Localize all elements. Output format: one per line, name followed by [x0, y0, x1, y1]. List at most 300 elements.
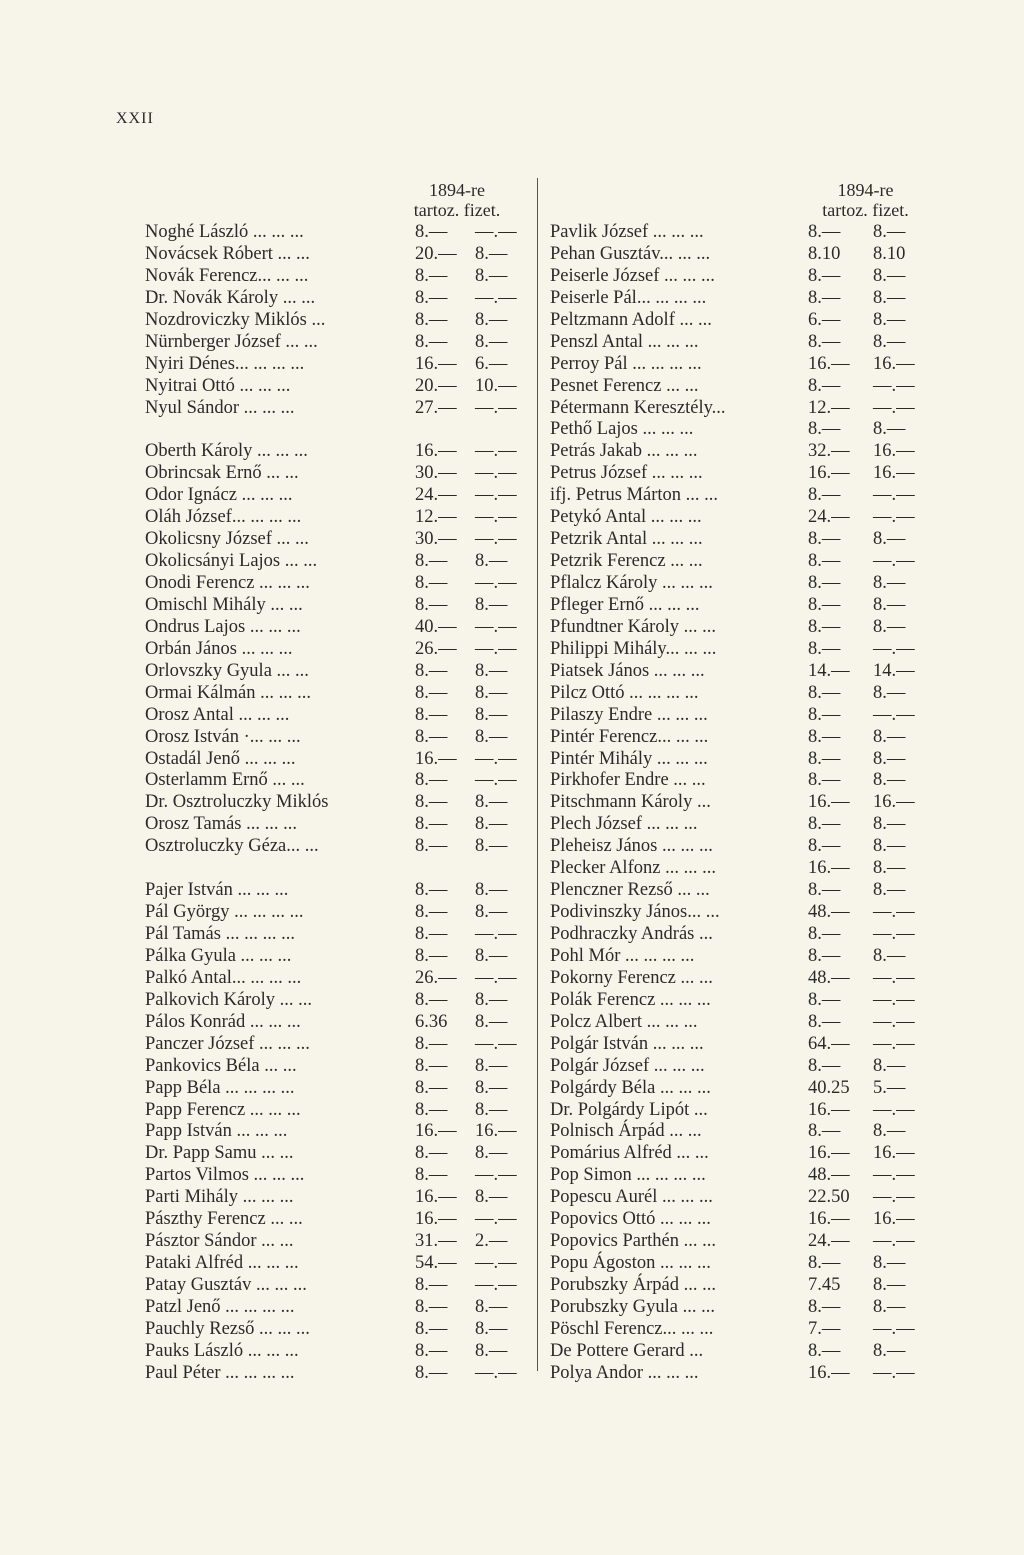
amount-fizet: 8.—: [873, 1055, 906, 1076]
amount-fizet: 8.—: [475, 1011, 508, 1032]
member-name: Pitschmann Károly ...: [550, 792, 711, 813]
amount-tartoz: 14.—: [808, 660, 850, 681]
member-name: Palkovich Károly ... ...: [145, 989, 312, 1010]
member-name: Okolicsny József ... ...: [145, 529, 309, 550]
amount-fizet: 14.—: [873, 660, 915, 681]
member-name: Perroy Pál ... ... ... ...: [550, 353, 702, 374]
member-name: Pfleger Ernő ... ... ...: [550, 594, 700, 615]
amount-fizet: —.—: [475, 616, 517, 637]
member-name: Porubszky Gyula ... ...: [550, 1296, 715, 1317]
amount-fizet: 8.—: [475, 1340, 508, 1361]
amount-tartoz: 16.—: [415, 1121, 457, 1142]
amount-tartoz: 31.—: [415, 1231, 457, 1252]
amount-tartoz: 16.—: [808, 1362, 850, 1383]
amount-fizet: 16.—: [873, 353, 915, 374]
member-name: Pethő Lajos ... ... ...: [550, 419, 694, 440]
amount-tartoz: 8.—: [415, 594, 448, 615]
amount-tartoz: 12.—: [415, 507, 457, 528]
amount-tartoz: 16.—: [808, 353, 850, 374]
member-name: Ostadál Jenő ... ... ...: [145, 748, 296, 769]
amount-tartoz: 8.—: [415, 792, 448, 813]
member-name: Pilaszy Endre ... ... ...: [550, 704, 708, 725]
amount-tartoz: 24.—: [808, 1231, 850, 1252]
amount-tartoz: 16.—: [808, 792, 850, 813]
amount-tartoz: 8.10: [808, 243, 841, 264]
amount-fizet: 8.—: [873, 945, 906, 966]
amount-fizet: 8.—: [475, 814, 508, 835]
member-name: Okolicsányi Lajos ... ...: [145, 551, 318, 572]
amount-fizet: 8.—: [475, 1318, 508, 1339]
member-name: Pesnet Ferencz ... ...: [550, 375, 699, 396]
member-name: Pirkhofer Endre ... ...: [550, 770, 706, 791]
member-name: Obrincsak Ernő ... ...: [145, 463, 299, 484]
member-name: Popu Ágoston ... ... ...: [550, 1253, 711, 1274]
amount-fizet: 8.—: [475, 265, 508, 286]
amount-fizet: —.—: [873, 924, 915, 944]
amount-tartoz: 40.25: [808, 1077, 850, 1098]
member-name: ifj. Petrus Márton ... ...: [550, 485, 719, 506]
amount-fizet: 8.—: [873, 858, 906, 879]
amount-fizet: 6.—: [475, 353, 508, 374]
member-name: Popovics Ottó ... ... ...: [550, 1209, 711, 1230]
member-name: Pankovics Béla ... ...: [145, 1055, 297, 1076]
amount-tartoz: 48.—: [808, 1165, 850, 1186]
member-name: Omischl Mihály ... ...: [145, 594, 303, 615]
amount-tartoz: 8.—: [415, 682, 448, 703]
amount-tartoz: 8.—: [415, 1165, 448, 1186]
amount-fizet: —.—: [475, 770, 517, 791]
amount-fizet: —.—: [475, 573, 517, 593]
left-column-header: [407, 180, 507, 222]
member-name: Oláh József... ... ... ...: [145, 507, 302, 528]
member-name: Polgár József ... ... ...: [550, 1055, 705, 1076]
member-name: Noghé László ... ... ...: [145, 222, 304, 242]
amount-tartoz: 8.—: [808, 924, 841, 944]
amount-fizet: —.—: [873, 704, 915, 725]
member-name: Pilcz Ottó ... ... ... ...: [550, 682, 699, 703]
member-name: Osztroluczky Géza... ...: [145, 836, 319, 857]
member-name: Petykó Antal ... ... ...: [550, 507, 702, 528]
amount-fizet: —.—: [873, 551, 915, 572]
amount-fizet: 8.—: [475, 880, 508, 901]
member-name: Petrus József ... ... ...: [550, 463, 703, 484]
amount-fizet: 8.—: [873, 616, 906, 637]
amount-tartoz: 8.—: [415, 1055, 448, 1076]
member-name: Penszl Antal ... ... ...: [550, 331, 699, 352]
amount-fizet: 16.—: [873, 1143, 915, 1164]
amount-tartoz: 8.—: [808, 616, 841, 637]
member-name: Plecker Alfonz ... ... ...: [550, 858, 716, 879]
member-name: Papp István ... ... ...: [145, 1121, 288, 1142]
amount-tartoz: 8.—: [415, 551, 448, 572]
member-name: Philippi Mihály... ... ...: [550, 638, 717, 659]
member-name: Dr. Osztroluczky Miklós: [145, 792, 329, 813]
amount-fizet: 8.—: [475, 1187, 508, 1208]
amount-tartoz: 8.—: [808, 594, 841, 615]
amount-fizet: 8.—: [475, 1143, 508, 1164]
amount-tartoz: 8.—: [808, 573, 841, 593]
amount-fizet: 8.—: [873, 1340, 906, 1361]
member-name: Pálka Gyula ... ... ...: [145, 945, 292, 966]
amount-fizet: 8.—: [873, 1121, 906, 1142]
amount-fizet: 8.—: [475, 594, 508, 615]
member-name: Pauks László ... ... ...: [145, 1340, 299, 1361]
amount-tartoz: 6.36: [415, 1011, 448, 1032]
member-name: Pfundtner Károly ... ...: [550, 616, 716, 637]
amount-fizet: 8.—: [873, 682, 906, 703]
amount-tartoz: 8.—: [808, 704, 841, 725]
amount-tartoz: 8.—: [808, 989, 841, 1010]
amount-tartoz: 30.—: [415, 529, 457, 550]
member-name: Podhraczky András ...: [550, 924, 713, 944]
member-name: Polya Andor ... ... ...: [550, 1362, 699, 1383]
member-name: Ormai Kálmán ... ... ...: [145, 682, 311, 703]
amount-tartoz: 8.—: [415, 1340, 448, 1361]
member-name: Pehan Gusztáv... ... ...: [550, 243, 711, 264]
member-name: Petzrik Ferencz ... ...: [550, 551, 703, 572]
member-name: Pataki Alfréd ... ... ...: [145, 1253, 299, 1274]
amount-fizet: —.—: [475, 485, 517, 506]
member-name: Nürnberger József ... ...: [145, 331, 318, 352]
amount-tartoz: 8.—: [415, 1296, 448, 1317]
amount-fizet: —.—: [475, 222, 517, 242]
member-name: Pokorny Ferencz ... ...: [550, 967, 713, 988]
member-name: Nozdroviczky Miklós ...: [145, 309, 326, 330]
amount-fizet: 2.—: [475, 1231, 508, 1252]
member-name: Pop Simon ... ... ... ...: [550, 1165, 706, 1186]
member-name: Petrás Jakab ... ... ...: [550, 441, 698, 462]
member-name: Orosz István ·... ... ...: [145, 726, 301, 747]
left-header-year: 1894-re: [429, 180, 485, 200]
amount-tartoz: 8.—: [415, 287, 448, 308]
amount-tartoz: 7.—: [808, 1318, 841, 1339]
amount-fizet: 8.—: [873, 331, 906, 352]
amount-tartoz: 24.—: [808, 507, 850, 528]
amount-fizet: 16.—: [873, 1209, 915, 1230]
amount-tartoz: 8.—: [415, 770, 448, 791]
amount-fizet: —.—: [475, 638, 517, 659]
amount-tartoz: 8.—: [808, 1253, 841, 1274]
amount-fizet: 8.—: [475, 945, 508, 966]
left-header-cols: tartoz. fizet.: [413, 200, 501, 220]
amount-fizet: 5.—: [873, 1077, 906, 1098]
amount-fizet: —.—: [475, 507, 517, 528]
amount-tartoz: 8.—: [808, 814, 841, 835]
amount-fizet: 8.—: [475, 1296, 508, 1317]
amount-fizet: 16.—: [873, 441, 915, 462]
amount-tartoz: 16.—: [808, 463, 850, 484]
amount-fizet: —.—: [873, 902, 915, 923]
amount-fizet: —.—: [873, 1033, 915, 1054]
amount-tartoz: 8.—: [415, 924, 448, 944]
amount-fizet: 8.—: [475, 1055, 508, 1076]
amount-fizet: 10.—: [475, 375, 517, 396]
amount-tartoz: 22.50: [808, 1187, 850, 1208]
amount-tartoz: 7.45: [808, 1275, 841, 1295]
amount-tartoz: 8.—: [808, 1055, 841, 1076]
amount-fizet: —.—: [475, 441, 517, 462]
amount-tartoz: 8.—: [808, 945, 841, 966]
amount-tartoz: 16.—: [808, 1209, 850, 1230]
amount-tartoz: 16.—: [415, 748, 457, 769]
amount-tartoz: 8.—: [808, 265, 841, 286]
amount-fizet: 8.—: [475, 660, 508, 681]
amount-fizet: —.—: [475, 397, 517, 418]
amount-fizet: —.—: [873, 507, 915, 528]
amount-fizet: —.—: [475, 1253, 517, 1274]
amount-tartoz: 16.—: [808, 1099, 850, 1120]
member-name: Pásztor Sándor ... ...: [145, 1231, 294, 1252]
member-name: Plech József ... ... ...: [550, 814, 698, 835]
amount-tartoz: 8.—: [415, 331, 448, 352]
member-name: Pauchly Rezső ... ... ...: [145, 1318, 310, 1339]
amount-fizet: 16.—: [873, 463, 915, 484]
amount-tartoz: 8.—: [415, 309, 448, 330]
member-name: Pohl Mór ... ... ... ...: [550, 945, 695, 966]
amount-fizet: 8.—: [873, 309, 906, 330]
member-name: Odor Ignácz ... ... ...: [145, 485, 293, 506]
member-name: Novák Ferencz... ... ...: [145, 265, 309, 286]
amount-fizet: 16.—: [873, 792, 915, 813]
amount-tartoz: 20.—: [415, 375, 457, 396]
amount-tartoz: 8.—: [808, 1340, 841, 1361]
member-name: Polgár István ... ... ...: [550, 1033, 704, 1054]
amount-tartoz: 8.—: [415, 945, 448, 966]
amount-fizet: 8.—: [475, 309, 508, 330]
member-name: Oberth Károly ... ... ...: [145, 441, 308, 462]
amount-fizet: 8.—: [873, 529, 906, 550]
member-name: Palkó Antal... ... ... ...: [145, 967, 302, 988]
amount-tartoz: 8.—: [808, 726, 841, 747]
member-name: Papp Ferencz ... ... ...: [145, 1099, 301, 1120]
member-name: Orosz Tamás ... ... ...: [145, 814, 297, 835]
member-name: Pöschl Ferencz... ... ...: [550, 1318, 714, 1339]
amount-fizet: —.—: [475, 967, 517, 988]
amount-fizet: —.—: [873, 638, 915, 659]
member-name: Peltzmann Adolf ... ...: [550, 309, 712, 330]
amount-tartoz: 8.—: [808, 1121, 841, 1142]
member-name: Pflalcz Károly ... ... ...: [550, 573, 713, 593]
page-number: XXII: [116, 110, 154, 127]
member-name: Polcz Albert ... ... ...: [550, 1011, 698, 1032]
column-divider: [537, 178, 538, 1371]
amount-fizet: —.—: [873, 967, 915, 988]
member-name: Pintér Mihály ... ... ...: [550, 748, 708, 769]
amount-fizet: 8.—: [475, 836, 508, 857]
amount-fizet: 8.—: [873, 1296, 906, 1317]
member-name: Polgárdy Béla ... ... ...: [550, 1077, 711, 1098]
amount-tartoz: 8.—: [415, 836, 448, 857]
member-name: Novácsek Róbert ... ...: [145, 243, 310, 264]
amount-tartoz: 8.—: [808, 880, 841, 901]
amount-tartoz: 8.—: [808, 222, 841, 242]
amount-tartoz: 8.—: [415, 1143, 448, 1164]
amount-fizet: 8.—: [873, 594, 906, 615]
amount-fizet: 8.—: [475, 331, 508, 352]
amount-fizet: 8.—: [475, 682, 508, 703]
amount-fizet: 8.—: [873, 287, 906, 308]
amount-fizet: —.—: [873, 1099, 915, 1120]
amount-fizet: —.—: [475, 463, 517, 484]
amount-tartoz: 8.—: [415, 660, 448, 681]
member-name: Dr. Novák Károly ... ...: [145, 287, 316, 308]
amount-tartoz: 8.—: [415, 1318, 448, 1339]
amount-tartoz: 48.—: [808, 967, 850, 988]
amount-tartoz: 8.—: [808, 551, 841, 572]
amount-fizet: —.—: [873, 1362, 915, 1383]
amount-tartoz: 8.—: [415, 1033, 448, 1054]
amount-fizet: 8.—: [475, 792, 508, 813]
member-name: Pavlik József ... ... ...: [550, 222, 704, 242]
amount-tartoz: 20.—: [415, 243, 457, 264]
amount-tartoz: 8.—: [415, 573, 448, 593]
amount-tartoz: 8.—: [415, 704, 448, 725]
amount-tartoz: 8.—: [415, 814, 448, 835]
amount-tartoz: 16.—: [415, 1187, 457, 1208]
amount-fizet: —.—: [475, 529, 517, 550]
member-name: Polnisch Árpád ... ...: [550, 1121, 702, 1142]
amount-tartoz: 8.—: [415, 1077, 448, 1098]
amount-tartoz: 8.—: [808, 1296, 841, 1317]
amount-tartoz: 32.—: [808, 441, 850, 462]
amount-tartoz: 8.—: [808, 485, 841, 506]
member-name: Patzl Jenő ... ... ... ...: [145, 1296, 295, 1317]
amount-tartoz: 8.—: [415, 1362, 448, 1383]
member-name: Papp Béla ... ... ... ...: [145, 1077, 295, 1098]
amount-tartoz: 26.—: [415, 967, 457, 988]
amount-fizet: —.—: [873, 485, 915, 506]
amount-tartoz: 16.—: [808, 1143, 850, 1164]
member-name: Osterlamm Ernő ... ...: [145, 770, 305, 791]
amount-fizet: 16.—: [475, 1121, 517, 1142]
member-name: Partos Vilmos ... ... ...: [145, 1165, 305, 1186]
amount-tartoz: 8.—: [415, 1099, 448, 1120]
amount-tartoz: 27.—: [415, 397, 457, 418]
amount-tartoz: 64.—: [808, 1033, 850, 1054]
member-name: Panczer József ... ... ...: [145, 1033, 310, 1054]
member-name: Petzrik Antal ... ... ...: [550, 529, 703, 550]
member-name: Nyiri Dénes... ... ... ...: [145, 353, 305, 374]
amount-fizet: 8.—: [873, 1253, 906, 1274]
amount-fizet: —.—: [873, 1165, 915, 1186]
amount-fizet: —.—: [475, 1209, 517, 1230]
amount-tartoz: 6.—: [808, 309, 841, 330]
amount-fizet: 8.—: [873, 748, 906, 769]
member-name: Dr. Polgárdy Lipót ...: [550, 1099, 708, 1120]
amount-fizet: —.—: [873, 1011, 915, 1032]
member-name: Orbán János ... ... ...: [145, 638, 293, 659]
amount-fizet: —.—: [475, 1165, 517, 1186]
member-name: Pál György ... ... ... ...: [145, 902, 304, 923]
amount-tartoz: 8.—: [415, 1275, 448, 1295]
member-name: Pintér Ferencz... ... ...: [550, 726, 709, 747]
amount-fizet: —.—: [475, 1033, 517, 1054]
amount-tartoz: 8.—: [415, 726, 448, 747]
right-header-cols: tartoz. fizet.: [822, 200, 909, 220]
amount-fizet: —.—: [475, 287, 517, 308]
amount-fizet: —.—: [873, 397, 915, 418]
amount-tartoz: 8.—: [808, 1011, 841, 1032]
amount-fizet: 8.—: [873, 880, 906, 901]
amount-fizet: —.—: [873, 989, 915, 1010]
member-name: Pajer István ... ... ...: [145, 880, 289, 901]
amount-fizet: 8.—: [475, 989, 508, 1010]
member-name: Pál Tamás ... ... ... ...: [145, 924, 295, 944]
amount-tartoz: 30.—: [415, 463, 457, 484]
member-name: Peiserle József ... ... ...: [550, 265, 715, 286]
amount-tartoz: 8.—: [415, 902, 448, 923]
amount-tartoz: 8.—: [808, 419, 841, 440]
amount-tartoz: 8.—: [808, 836, 841, 857]
amount-tartoz: 8.—: [415, 989, 448, 1010]
amount-tartoz: 8.—: [415, 880, 448, 901]
amount-fizet: 8.—: [873, 573, 906, 593]
member-name: Onodi Ferencz ... ... ...: [145, 573, 310, 593]
amount-fizet: —.—: [475, 748, 517, 769]
member-name: Orosz Antal ... ... ...: [145, 704, 290, 725]
amount-tartoz: 26.—: [415, 638, 457, 659]
member-name: Popovics Parthén ... ...: [550, 1231, 716, 1252]
member-name: Plenczner Rezső ... ...: [550, 880, 710, 901]
amount-fizet: 8.10: [873, 243, 906, 264]
member-name: Popescu Aurél ... ... ...: [550, 1187, 713, 1208]
amount-tartoz: 40.—: [415, 616, 457, 637]
right-header-year: 1894-re: [837, 180, 894, 200]
amount-fizet: —.—: [873, 1231, 915, 1252]
member-name: Parti Mihály ... ... ...: [145, 1187, 294, 1208]
member-name: Pomárius Alfréd ... ...: [550, 1143, 709, 1164]
member-name: Paul Péter ... ... ... ...: [145, 1362, 295, 1383]
amount-tartoz: 24.—: [415, 485, 457, 506]
member-name: Pétermann Keresztély...: [550, 397, 726, 418]
amount-tartoz: 8.—: [808, 770, 841, 791]
amount-fizet: —.—: [873, 1187, 915, 1208]
member-name: Podivinszky János... ...: [550, 902, 720, 923]
amount-fizet: 8.—: [475, 902, 508, 923]
amount-tartoz: 16.—: [415, 353, 457, 374]
member-name: De Pottere Gerard ...: [550, 1340, 704, 1361]
amount-tartoz: 8.—: [808, 748, 841, 769]
amount-tartoz: 8.—: [808, 331, 841, 352]
member-name: Pleheisz János ... ... ...: [550, 836, 713, 857]
member-name: Pászthy Ferencz ... ...: [145, 1209, 303, 1230]
amount-tartoz: 16.—: [415, 1209, 457, 1230]
member-name: Peiserle Pál... ... ... ...: [550, 287, 707, 308]
amount-tartoz: 54.—: [415, 1253, 457, 1274]
amount-tartoz: 12.—: [808, 397, 850, 418]
amount-tartoz: 16.—: [415, 441, 457, 462]
amount-fizet: 8.—: [873, 222, 906, 242]
amount-fizet: 8.—: [475, 1099, 508, 1120]
member-name: Nyul Sándor ... ... ...: [145, 397, 295, 418]
member-name: Dr. Papp Samu ... ...: [145, 1143, 294, 1164]
amount-tartoz: 8.—: [808, 287, 841, 308]
amount-fizet: —.—: [873, 1318, 915, 1339]
right-column-header: [798, 180, 933, 222]
amount-tartoz: 8.—: [808, 529, 841, 550]
amount-fizet: 8.—: [873, 814, 906, 835]
amount-fizet: 8.—: [475, 704, 508, 725]
amount-tartoz: 8.—: [808, 682, 841, 703]
amount-tartoz: 16.—: [808, 858, 850, 879]
amount-fizet: 8.—: [873, 726, 906, 747]
amount-fizet: 8.—: [475, 243, 508, 264]
amount-fizet: 8.—: [873, 770, 906, 791]
member-name: Pálos Konrád ... ... ...: [145, 1011, 301, 1032]
amount-fizet: 8.—: [475, 1077, 508, 1098]
amount-fizet: 8.—: [873, 836, 906, 857]
amount-fizet: 8.—: [475, 726, 508, 747]
